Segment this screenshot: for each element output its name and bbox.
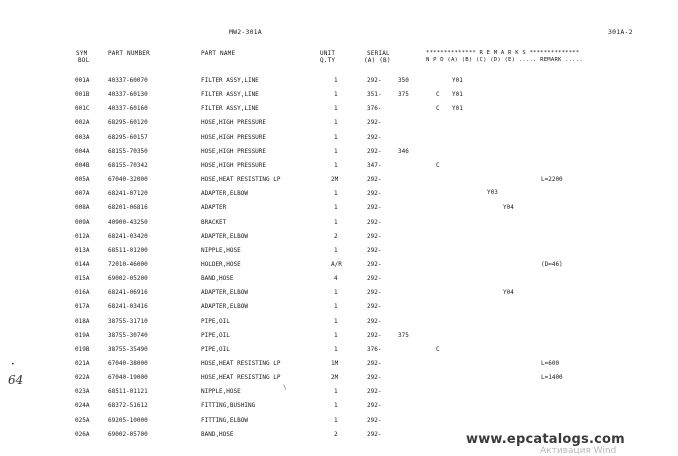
cell-qty: 1 bbox=[334, 147, 338, 155]
cell-qty: 1 bbox=[334, 105, 338, 113]
cell-npd: C bbox=[436, 161, 440, 169]
cell-part-number: 68241-03416 bbox=[108, 303, 148, 311]
table-row bbox=[0, 289, 678, 299]
table-row bbox=[0, 176, 678, 186]
col-header-remarks: ************** R E M A R K S ************** bbox=[426, 50, 580, 56]
cell-part-number: 68295-60157 bbox=[108, 133, 148, 141]
cell-part-number: 72010-46000 bbox=[108, 260, 148, 268]
cell-sym: 025A bbox=[75, 416, 90, 424]
cell-part-number: 68241-03420 bbox=[108, 232, 148, 240]
cell-sym: 004B bbox=[75, 161, 90, 169]
cell-sym: 019A bbox=[75, 331, 90, 339]
cell-sym: 022A bbox=[75, 374, 90, 382]
watermark-overlay: Активация Wind bbox=[540, 446, 617, 456]
cell-serial-a: 292- bbox=[367, 416, 382, 424]
cell-part-number: 68241-06916 bbox=[108, 289, 148, 297]
cell-serial-a: 292- bbox=[367, 218, 382, 226]
cell-serial-a: 292- bbox=[367, 388, 382, 396]
table-row bbox=[0, 374, 678, 384]
table-row bbox=[0, 119, 678, 129]
cell-serial-a: 351- bbox=[367, 91, 382, 99]
cell-part-number: 68511-01121 bbox=[108, 388, 148, 396]
cell-remark-code: Y01 bbox=[452, 91, 463, 99]
col-header-serial: SERIAL bbox=[367, 50, 390, 57]
cell-serial-a: 292- bbox=[367, 275, 382, 283]
margin-note: 64 bbox=[8, 373, 24, 387]
cell-part-name: NIPPLE,HOSE bbox=[201, 246, 241, 254]
cell-remark-code: Y04 bbox=[503, 289, 514, 297]
cell-sym: 019B bbox=[75, 345, 90, 353]
cell-qty: 1M bbox=[331, 360, 339, 367]
margin-dot: • bbox=[11, 361, 15, 368]
cell-remark: L=2200 bbox=[541, 176, 563, 184]
col-header-part-number: PART NUMBER bbox=[108, 50, 150, 57]
cell-npd: C bbox=[436, 345, 440, 353]
cell-part-name: FILTER ASSY,LINE bbox=[201, 91, 259, 99]
cell-part-number: 68295-60120 bbox=[108, 119, 148, 127]
cell-sym: 002A bbox=[75, 119, 90, 127]
cell-sym: 026A bbox=[75, 430, 90, 438]
table-row bbox=[0, 318, 678, 328]
cell-part-name: ADAPTER,ELBOW bbox=[201, 303, 248, 311]
table-row bbox=[0, 148, 678, 158]
doc-code: MW2-301A bbox=[229, 28, 262, 36]
table-row bbox=[0, 402, 678, 412]
cell-serial-a: 292- bbox=[367, 260, 382, 268]
cell-part-number: 68241-07120 bbox=[108, 190, 148, 198]
cell-part-number: 68155-70350 bbox=[108, 147, 148, 155]
cell-part-number: 40337-60070 bbox=[108, 77, 148, 84]
cell-serial-a: 347- bbox=[367, 161, 382, 169]
cell-qty: 1 bbox=[334, 133, 338, 141]
cell-part-number: 67040-38000 bbox=[108, 360, 148, 367]
cell-part-name: FITTING,ELBOW bbox=[201, 416, 248, 424]
table-row bbox=[0, 233, 678, 243]
cell-qty: 1 bbox=[334, 119, 338, 127]
cell-serial-a: 292- bbox=[367, 204, 382, 212]
cell-sym: 021A bbox=[75, 360, 90, 367]
cell-serial-a: 292- bbox=[367, 360, 382, 367]
cell-part-name: ADAPTER,ELBOW bbox=[201, 289, 248, 297]
col-header-part-name: PART NAME bbox=[201, 50, 236, 57]
col-header-qty: Q.TY bbox=[320, 57, 336, 64]
cell-serial-a: 292- bbox=[367, 147, 382, 155]
table-row bbox=[0, 346, 678, 356]
cell-serial-a: 292- bbox=[367, 77, 382, 84]
cell-part-name: BAND,HOSE bbox=[201, 430, 234, 438]
cell-remark: L=1400 bbox=[541, 374, 563, 382]
cell-sym: 001A bbox=[75, 77, 90, 84]
cell-part-number: 40337-60130 bbox=[108, 91, 148, 99]
cell-sym: 017A bbox=[75, 303, 90, 311]
cell-part-number: 40900-43250 bbox=[108, 218, 148, 226]
table-row bbox=[0, 162, 678, 172]
cell-sym: 023A bbox=[75, 388, 90, 396]
cell-part-name: NIPPLE,HOSE bbox=[201, 388, 241, 396]
cell-qty: 1 bbox=[334, 317, 338, 325]
cell-qty: 1 bbox=[334, 331, 338, 339]
cell-part-name: BAND,HOSE bbox=[201, 275, 234, 283]
cell-serial-a: 292- bbox=[367, 190, 382, 198]
cell-part-name: HOSE,HEAT RESISTING LP bbox=[201, 374, 281, 382]
cell-sym: 004A bbox=[75, 147, 90, 155]
cell-serial-b: 346 bbox=[398, 147, 409, 155]
table-row bbox=[0, 134, 678, 144]
cell-sym: 024A bbox=[75, 402, 90, 410]
cell-part-number: 69002-05700 bbox=[108, 430, 148, 438]
cell-serial-a: 292- bbox=[367, 232, 382, 240]
cell-qty: 1 bbox=[334, 77, 338, 84]
cell-part-number: 38755-31710 bbox=[108, 317, 148, 325]
cell-serial-a: 376- bbox=[367, 345, 382, 353]
cell-serial-a: 292- bbox=[367, 119, 382, 127]
cell-remark-code: Y01 bbox=[452, 105, 463, 113]
cell-serial-a: 292- bbox=[367, 402, 382, 410]
cell-qty: 1 bbox=[334, 303, 338, 311]
cell-sym: 007A bbox=[75, 190, 90, 198]
cell-qty: 1 bbox=[334, 388, 338, 396]
table-row bbox=[0, 105, 678, 115]
cell-part-number: 38755-35490 bbox=[108, 345, 148, 353]
cell-part-name: PIPE,OIL bbox=[201, 345, 230, 353]
cell-part-number: 67040-19000 bbox=[108, 374, 148, 382]
cell-qty: A/R bbox=[331, 260, 342, 268]
cell-part-name: HOSE,HIGH PRESSURE bbox=[201, 119, 267, 127]
table-row bbox=[0, 417, 678, 427]
cell-remark: (D=46) bbox=[541, 260, 563, 268]
cell-serial-a: 376- bbox=[367, 105, 382, 113]
cell-serial-a: 292- bbox=[367, 176, 382, 184]
cell-qty: 1 bbox=[334, 402, 338, 410]
cell-remark-code: Y01 bbox=[452, 77, 463, 84]
cell-qty: 1 bbox=[334, 190, 338, 198]
table-row bbox=[0, 91, 678, 101]
table-row bbox=[0, 388, 678, 398]
cell-qty: 2 bbox=[334, 430, 338, 438]
cell-part-number: 67040-32000 bbox=[108, 176, 148, 184]
cell-serial-a: 292- bbox=[367, 303, 382, 311]
cell-sym: 001B bbox=[75, 91, 90, 99]
cell-remark-code: Y04 bbox=[503, 204, 514, 212]
cell-qty: 4 bbox=[334, 275, 338, 283]
cell-serial-a: 292- bbox=[367, 289, 382, 297]
table-row bbox=[0, 219, 678, 229]
cell-part-number: 38755-30740 bbox=[108, 331, 148, 339]
table-row bbox=[0, 303, 678, 313]
cell-serial-b: 375 bbox=[398, 331, 409, 339]
cell-qty: 1 bbox=[334, 246, 338, 254]
table-row bbox=[0, 261, 678, 271]
watermark-site: www.epcatalogs.com bbox=[466, 432, 625, 447]
cell-npd: C bbox=[436, 91, 440, 99]
cell-sym: 015A bbox=[75, 275, 90, 283]
cell-qty: 1 bbox=[334, 289, 338, 297]
cell-serial-a: 292- bbox=[367, 430, 382, 438]
col-header-bol: BOL bbox=[78, 57, 90, 64]
cell-serial-a: 292- bbox=[367, 374, 382, 382]
cell-serial-b: 350 bbox=[398, 77, 409, 84]
cell-qty: 1 bbox=[334, 204, 338, 212]
cell-remark: L=600 bbox=[541, 360, 560, 367]
cell-serial-b: 375 bbox=[398, 91, 409, 99]
cell-part-name: ADAPTER,ELBOW bbox=[201, 232, 248, 240]
cell-serial-a: 292- bbox=[367, 317, 382, 325]
cell-sym: 009A bbox=[75, 218, 90, 226]
table-row bbox=[0, 190, 678, 200]
cell-part-name: HOSE,HEAT RESISTING LP bbox=[201, 176, 281, 184]
col-header-remarks-sub: N P D (A) (B) (C) (D) (E) ..... REMARK ..... bbox=[426, 57, 583, 63]
cell-qty: 1 bbox=[334, 416, 338, 424]
cell-part-name: PIPE,OIL bbox=[201, 317, 230, 325]
table-row bbox=[0, 247, 678, 257]
cell-qty: 1 bbox=[334, 91, 338, 99]
cell-part-name: FITTING,BUSHING bbox=[201, 402, 256, 410]
cell-serial-a: 292- bbox=[367, 133, 382, 141]
cell-qty: 2M bbox=[331, 176, 339, 184]
cell-part-name: FILTER ASSY,LINE bbox=[201, 77, 259, 84]
cell-npd: C bbox=[436, 105, 440, 113]
cell-qty: 1 bbox=[334, 218, 338, 226]
cell-sym: 018A bbox=[75, 317, 90, 325]
cell-part-name: FILTER ASSY,LINE bbox=[201, 105, 259, 113]
stray-mark: \ bbox=[283, 384, 287, 391]
table-row bbox=[0, 77, 678, 87]
cell-part-name: HOSE,HEAT RESISTING LP bbox=[201, 360, 281, 367]
cell-qty: 2M bbox=[331, 374, 339, 382]
cell-sym: 016A bbox=[75, 289, 90, 297]
cell-sym: 003A bbox=[75, 133, 90, 141]
cell-sym: 005A bbox=[75, 176, 90, 184]
table-row bbox=[0, 360, 678, 370]
cell-part-number: 69205-10000 bbox=[108, 416, 148, 424]
cell-serial-a: 292- bbox=[367, 331, 382, 339]
cell-part-name: BRACKET bbox=[201, 218, 227, 226]
table-row bbox=[0, 204, 678, 214]
cell-sym: 013A bbox=[75, 246, 90, 254]
cell-part-number: 68155-70342 bbox=[108, 161, 148, 169]
cell-sym: 008A bbox=[75, 204, 90, 212]
col-header-serial-ab: (A) (B) bbox=[364, 57, 391, 64]
cell-part-name: ADAPTER bbox=[201, 204, 227, 212]
cell-qty: 2 bbox=[334, 232, 338, 240]
cell-part-number: 68372-51612 bbox=[108, 402, 148, 410]
cell-part-name: ADAPTER,ELBOW bbox=[201, 190, 248, 198]
table-row bbox=[0, 332, 678, 342]
cell-qty: 1 bbox=[334, 161, 338, 169]
cell-part-number: 40337-60160 bbox=[108, 105, 148, 113]
cell-part-name: HOSE,HIGH PRESSURE bbox=[201, 161, 267, 169]
cell-part-number: 69002-05200 bbox=[108, 275, 148, 283]
cell-sym: 001C bbox=[75, 105, 90, 113]
cell-remark-code: Y03 bbox=[487, 189, 498, 197]
cell-part-number: 68511-01200 bbox=[108, 246, 148, 254]
page-code: 301A-2 bbox=[608, 28, 633, 36]
table-row bbox=[0, 275, 678, 285]
cell-part-name: HOSE,HIGH PRESSURE bbox=[201, 147, 267, 155]
col-header-sym: SYM bbox=[76, 50, 88, 57]
cell-part-name: HOLDER,HOSE bbox=[201, 260, 241, 268]
cell-serial-a: 292- bbox=[367, 246, 382, 254]
col-header-unit: UNIT bbox=[320, 50, 336, 57]
cell-part-name: HOSE,HIGH PRESSURE bbox=[201, 133, 267, 141]
cell-sym: 014A bbox=[75, 260, 90, 268]
cell-part-number: 68201-06816 bbox=[108, 204, 148, 212]
cell-qty: 1 bbox=[334, 345, 338, 353]
cell-sym: 012A bbox=[75, 232, 90, 240]
cell-part-name: PIPE,OIL bbox=[201, 331, 230, 339]
